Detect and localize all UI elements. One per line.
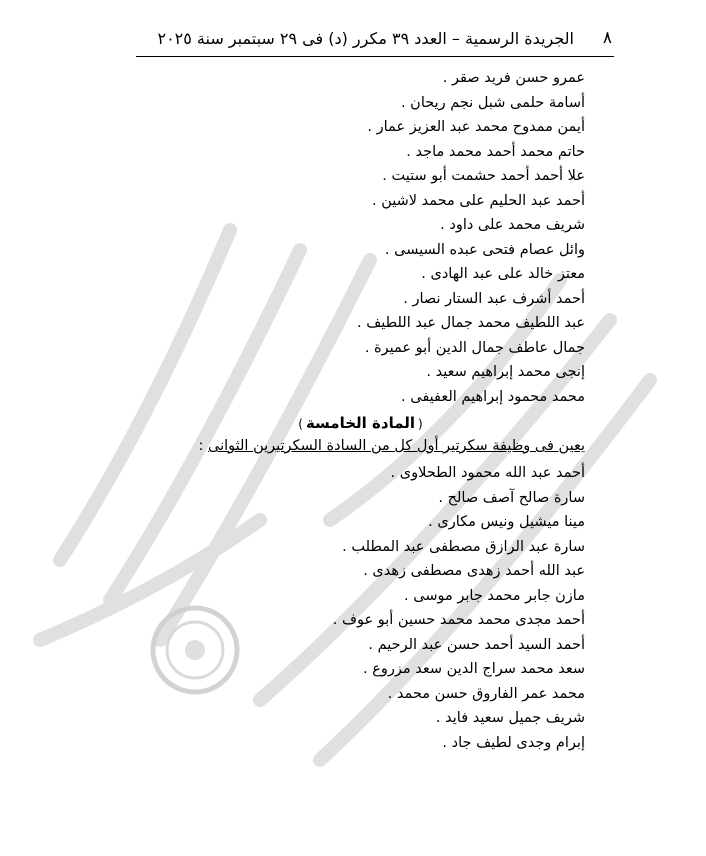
list-item: أحمد عبد الحليم على محمد لاشين . bbox=[371, 192, 585, 209]
page-number: ٨ bbox=[602, 28, 612, 48]
close-paren: ) bbox=[298, 417, 303, 431]
list-item: أحمد السيد أحمد حسن عبد الرحيم . bbox=[368, 636, 585, 653]
article-title: المادة الخامسة bbox=[305, 414, 416, 432]
intro-colon: : bbox=[198, 438, 208, 454]
article-heading bbox=[136, 411, 585, 435]
list-item: علا أحمد أحمد حشمت أبو ستيت . bbox=[382, 168, 585, 184]
list-item: مازن جابر محمد جابر موسى . bbox=[404, 587, 585, 604]
names-list-1 bbox=[136, 66, 585, 409]
list-item: عبد الله أحمد زهدى مصطفى زهدى . bbox=[363, 563, 585, 579]
list-item: أحمد عبد الله محمود الطحلاوى . bbox=[390, 465, 585, 481]
list-item: شريف جميل سعيد فايد . bbox=[435, 710, 585, 726]
list-item: إبرام وجدى لطيف جاد . bbox=[442, 734, 585, 751]
list-item: حاتم محمد أحمد محمد ماجد . bbox=[406, 143, 585, 160]
list-item: عبد اللطيف محمد جمال عبد اللطيف . bbox=[356, 315, 585, 331]
list-item: معتز خالد على عبد الهادى . bbox=[421, 266, 585, 282]
open-paren: ( bbox=[418, 417, 423, 431]
list-item: عمرو حسن فريد صقر . bbox=[442, 70, 585, 86]
list-item: وائل عصام فتحى عبده السيسى . bbox=[384, 241, 585, 258]
gazette-title: الجريدة الرسمية – العدد ٣٩ مكرر (د) فى ٢٩ سبتمبر سنة ٢٠٢٥ bbox=[157, 29, 574, 48]
list-item: سارة عبد الرازق مصطفى عبد المطلب . bbox=[342, 538, 585, 555]
page-header bbox=[136, 28, 614, 57]
article-intro bbox=[136, 435, 585, 461]
list-item: إنجى محمد إبراهيم سعيد . bbox=[426, 364, 585, 380]
list-item: مينا ميشيل ونيس مكارى . bbox=[428, 514, 585, 530]
list-item: أحمد أشرف عبد الستار نصار . bbox=[403, 290, 585, 307]
list-item: أسامة حلمى شبل نجم ريحان . bbox=[400, 94, 585, 111]
list-item: سعد محمد سراج الدين سعد مزروع . bbox=[363, 661, 585, 677]
list-item: أيمن ممدوح محمد عبد العزيز عمار . bbox=[367, 119, 585, 135]
list-item: جمال عاطف جمال الدين أبو عميرة . bbox=[364, 339, 585, 356]
list-item: شريف محمد على داود . bbox=[440, 217, 585, 233]
list-item: محمد عمر الفاروق حسن محمد . bbox=[387, 685, 585, 702]
document-body bbox=[136, 66, 585, 755]
list-item: محمد محمود إبراهيم العفيفى . bbox=[401, 388, 585, 405]
names-list-2 bbox=[136, 461, 585, 755]
intro-text: يعين فى وظيفة سكرتير أول كل من السادة السكرتيرين الثوانى bbox=[208, 438, 585, 454]
list-item: أحمد مجدى محمد محمد حسين أبو عوف . bbox=[332, 612, 585, 628]
list-item: سارة صالح آصف صالح . bbox=[438, 489, 585, 506]
